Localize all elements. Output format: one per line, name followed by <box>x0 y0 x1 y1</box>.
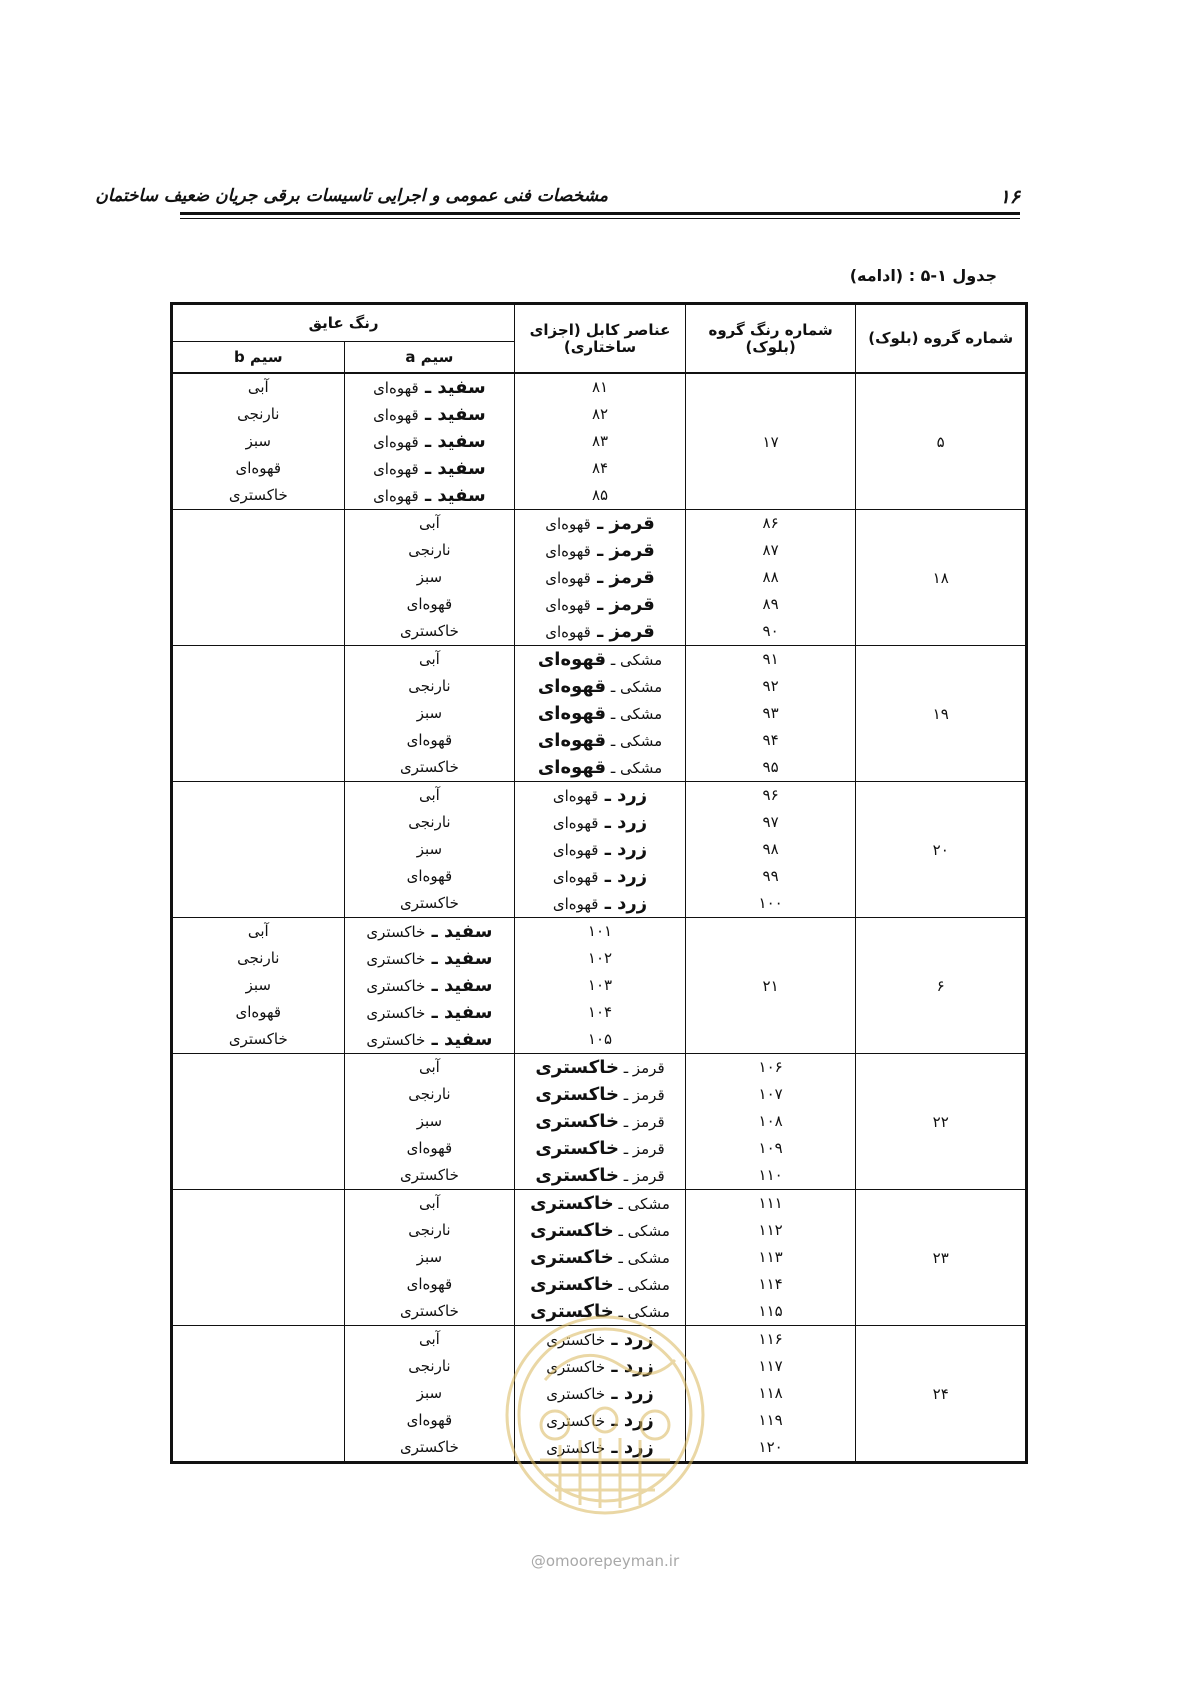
wire-a-sub-color: قهوه‌ای <box>373 406 419 424</box>
wire-b-cell <box>344 1190 515 1326</box>
element-number: ۱۱۳ <box>758 1248 783 1266</box>
wire-a-sub-color: خاکستری <box>535 1138 619 1159</box>
group-number-cell: ۵ <box>856 373 1027 510</box>
wire-a-sub-color: قهوه‌ای <box>552 814 599 832</box>
wire-a-color: قرمز ـ قهوه‌ای <box>545 621 655 642</box>
wire-a-sub-color: قهوه‌ای <box>545 569 591 587</box>
element-number: ۱۱۲ <box>758 1221 783 1239</box>
group-color-cell: ۱۸ <box>856 510 1027 646</box>
header-group-color: شماره رنگ گروه (بلوک) <box>685 304 856 374</box>
wire-a-sub-color: خاکستری <box>366 1004 426 1022</box>
wire-a-main-color: زرد <box>617 866 648 887</box>
wire-b-color: سبز <box>416 840 443 858</box>
table-row <box>172 918 1027 1054</box>
group-color-cell: ۲۳ <box>856 1190 1027 1326</box>
wire-b-color: نارنجی <box>408 813 451 831</box>
wire-a-main-color: زرد <box>623 1410 654 1431</box>
wire-a-sub-color: خاکستری <box>366 923 426 941</box>
wire-b-color: خاکستری <box>399 1302 459 1320</box>
wire-a-cell <box>515 1326 686 1463</box>
wire-a-sub-color: خاکستری <box>546 1331 606 1349</box>
wire-b-color: سبز <box>245 432 271 450</box>
element-number: ۱۰۷ <box>758 1085 783 1103</box>
element-number: ۹۶ <box>762 786 779 804</box>
color-group-block <box>172 510 1027 646</box>
wire-a-sub-color: قهوه‌ای <box>552 868 599 886</box>
wire-a-sub-color: قهوه‌ای <box>537 676 607 697</box>
element-number: ۸۵ <box>591 486 609 504</box>
element-number: ۸۱ <box>591 378 609 396</box>
element-number: ۹۵ <box>762 758 779 776</box>
wire-a-main-color: زرد <box>617 785 648 806</box>
wire-a-color: مشکی ـ خاکستری <box>530 1274 670 1295</box>
element-number: ۹۳ <box>762 704 779 722</box>
wire-a-sub-color: خاکستری <box>546 1358 606 1376</box>
page-number: ۱۶ <box>999 186 1020 208</box>
wire-a-main-color: مشکی <box>620 678 663 696</box>
wire-a-main-color: قرمز <box>632 1140 665 1158</box>
wire-a-color: مشکی ـ خاکستری <box>530 1220 670 1241</box>
wire-a-cell <box>344 373 515 510</box>
wire-a-main-color: مشکی <box>620 732 663 750</box>
wire-b-color: خاکستری <box>399 1166 459 1184</box>
wire-a-color: سفید ـ قهوه‌ای <box>373 458 486 479</box>
wire-a-main-color: مشکی <box>627 1222 670 1240</box>
header-insulation-color: رنگ عایق <box>172 304 515 342</box>
element-number: ۱۰۶ <box>758 1058 783 1076</box>
wire-a-cell <box>515 510 686 646</box>
header-wire-b: سیم b <box>172 342 345 374</box>
cable-elements-cell <box>685 510 856 646</box>
wire-a-sub-color: قهوه‌ای <box>545 596 591 614</box>
header-group-number: شماره گروه (بلوک) <box>856 304 1027 374</box>
table-row <box>172 1326 1027 1463</box>
element-number: ۱۰۸ <box>758 1112 783 1130</box>
wire-a-main-color: مشکی <box>627 1303 670 1321</box>
element-number: ۹۴ <box>762 731 779 749</box>
wire-b-color: قهوه‌ای <box>406 731 453 749</box>
table-row <box>172 1190 1027 1326</box>
element-number: ۹۲ <box>762 677 779 695</box>
element-number: ۱۰۲ <box>587 949 613 967</box>
wire-b-color: آبی <box>247 922 269 940</box>
wire-a-color: سفید ـ خاکستری <box>366 1029 493 1050</box>
wire-a-cell <box>515 1054 686 1190</box>
wire-a-color: قرمز ـ قهوه‌ای <box>545 513 655 534</box>
wire-a-sub-color: قهوه‌ای <box>552 841 599 859</box>
element-number: ۱۱۸ <box>758 1384 783 1402</box>
wire-a-main-color: زرد <box>623 1356 654 1377</box>
wire-a-color: زرد ـ خاکستری <box>546 1356 654 1377</box>
wire-a-sub-color: قهوه‌ای <box>373 433 419 451</box>
wire-a-main-color: سفید <box>437 458 486 479</box>
wire-b-color: خاکستری <box>399 1438 459 1456</box>
wire-a-color: سفید ـ قهوه‌ای <box>373 377 486 398</box>
cable-elements-cell <box>685 646 856 782</box>
element-number: ۱۱۷ <box>758 1357 783 1375</box>
cable-elements-cell <box>685 782 856 918</box>
wire-a-cell <box>515 646 686 782</box>
wire-b-color: آبی <box>418 1330 440 1348</box>
element-number: ۸۹ <box>762 595 779 613</box>
wire-a-color: قرمز ـ خاکستری <box>535 1057 665 1078</box>
wire-a-color: مشکی ـ خاکستری <box>530 1301 670 1322</box>
wire-a-color: زرد ـ قهوه‌ای <box>552 893 648 914</box>
wire-a-color: زرد ـ قهوه‌ای <box>552 785 648 806</box>
wire-b-cell <box>344 1054 515 1190</box>
wire-a-color: مشکی ـ قهوه‌ای <box>537 757 663 778</box>
wire-b-color: قهوه‌ای <box>235 1003 282 1021</box>
wire-a-main-color: قرمز <box>632 1086 665 1104</box>
wire-a-main-color: مشکی <box>627 1195 670 1213</box>
wire-a-sub-color: قهوه‌ای <box>552 895 599 913</box>
wire-b-color: قهوه‌ای <box>406 1139 453 1157</box>
cable-elements-cell <box>685 1326 856 1463</box>
element-number: ۱۱۴ <box>758 1275 783 1293</box>
wire-b-color: آبی <box>418 786 440 804</box>
wire-a-color: قرمز ـ خاکستری <box>535 1138 665 1159</box>
wire-b-color: خاکستری <box>399 758 459 776</box>
wire-a-main-color: قرمز <box>632 1167 665 1185</box>
group-color-cell: ۲۲ <box>856 1054 1027 1190</box>
element-number: ۹۱ <box>762 650 779 668</box>
wire-b-color: خاکستری <box>228 1030 288 1048</box>
wire-b-cell <box>172 373 345 510</box>
wire-b-color: نارنجی <box>408 677 451 695</box>
wire-b-color: سبز <box>416 1112 443 1130</box>
cable-elements-cell <box>685 1190 856 1326</box>
wire-a-color: زرد ـ خاکستری <box>546 1410 654 1431</box>
cable-elements-cell <box>685 1054 856 1190</box>
wire-b-cell <box>344 510 515 646</box>
element-number: ۸۷ <box>762 541 779 559</box>
wire-a-main-color: مشکی <box>627 1249 670 1267</box>
wire-a-sub-color: قهوه‌ای <box>545 623 591 641</box>
wire-a-main-color: زرد <box>623 1437 654 1458</box>
color-group-block <box>172 373 1027 510</box>
wire-a-sub-color: قهوه‌ای <box>545 542 591 560</box>
wire-a-sub-color: خاکستری <box>366 977 426 995</box>
wire-b-color: خاکستری <box>399 894 459 912</box>
color-group-block <box>172 646 1027 782</box>
wire-a-sub-color: خاکستری <box>530 1193 614 1214</box>
wire-a-main-color: زرد <box>617 893 648 914</box>
wire-b-color: سبز <box>416 568 443 586</box>
element-number: ۹۷ <box>762 813 779 831</box>
wire-b-color: خاکستری <box>228 486 288 504</box>
table-row <box>172 373 1027 510</box>
wire-a-sub-color: خاکستری <box>530 1247 614 1268</box>
wire-b-color: نارنجی <box>237 405 280 423</box>
wire-a-color: زرد ـ خاکستری <box>546 1383 654 1404</box>
wire-a-main-color: مشکی <box>627 1276 670 1294</box>
wire-b-color: آبی <box>418 1194 440 1212</box>
table-row <box>172 1054 1027 1190</box>
element-number: ۹۸ <box>762 840 779 858</box>
wire-b-cell <box>172 918 345 1054</box>
wire-a-main-color: زرد <box>623 1329 654 1350</box>
wire-a-main-color: مشکی <box>620 651 663 669</box>
wire-a-main-color: سفید <box>437 431 486 452</box>
cable-elements-cell <box>515 373 686 510</box>
wire-a-main-color: سفید <box>437 404 486 425</box>
wire-b-color: آبی <box>418 1058 440 1076</box>
wire-a-sub-color: خاکستری <box>366 1031 426 1049</box>
wire-b-cell <box>344 1326 515 1463</box>
wire-b-color: قهوه‌ای <box>406 595 453 613</box>
wire-a-sub-color: خاکستری <box>535 1057 619 1078</box>
wire-a-sub-color: خاکستری <box>366 950 426 968</box>
wire-a-main-color: سفید <box>444 921 493 942</box>
wire-a-color: زرد ـ قهوه‌ای <box>552 812 648 833</box>
wire-a-sub-color: قهوه‌ای <box>545 515 591 533</box>
wire-a-main-color: سفید <box>437 377 486 398</box>
wire-a-color: سفید ـ قهوه‌ای <box>373 485 486 506</box>
wire-b-color: نارنجی <box>408 1357 451 1375</box>
color-group-block <box>172 1054 1027 1190</box>
wire-a-main-color: قرمز <box>609 513 655 534</box>
wire-a-main-color: مشکی <box>620 759 663 777</box>
wire-a-sub-color: قهوه‌ای <box>537 649 607 670</box>
wire-a-color: مشکی ـ قهوه‌ای <box>537 649 663 670</box>
color-group-block <box>172 1326 1027 1463</box>
table-row <box>172 510 1027 646</box>
wire-a-sub-color: قهوه‌ای <box>537 703 607 724</box>
header-cable-elements: عناصر کابل (اجزای ساختاری) <box>515 304 686 374</box>
element-number: ۱۱۵ <box>758 1302 783 1320</box>
wire-a-sub-color: قهوه‌ای <box>373 460 419 478</box>
wire-a-main-color: زرد <box>617 812 648 833</box>
wire-a-color: مشکی ـ قهوه‌ای <box>537 730 663 751</box>
wire-b-color: آبی <box>247 378 269 396</box>
wire-b-color: سبز <box>416 1248 443 1266</box>
element-number: ۸۸ <box>762 568 779 586</box>
wire-a-main-color: سفید <box>444 975 493 996</box>
wire-b-color: سبز <box>416 704 443 722</box>
wire-b-color: سبز <box>416 1384 443 1402</box>
wire-a-color: سفید ـ قهوه‌ای <box>373 431 486 452</box>
wire-a-color: قرمز ـ خاکستری <box>535 1084 665 1105</box>
wire-a-sub-color: خاکستری <box>535 1111 619 1132</box>
wire-a-color: سفید ـ خاکستری <box>366 948 493 969</box>
wire-a-main-color: مشکی <box>620 705 663 723</box>
element-number: ۱۰۰ <box>758 894 783 912</box>
element-number: ۱۰۴ <box>587 1003 613 1021</box>
wire-a-sub-color: خاکستری <box>546 1439 606 1457</box>
wire-a-main-color: سفید <box>444 948 493 969</box>
element-number: ۸۴ <box>591 459 609 477</box>
wire-a-main-color: قرمز <box>609 567 655 588</box>
wire-a-sub-color: قهوه‌ای <box>537 757 607 778</box>
wire-b-color: قهوه‌ای <box>406 1411 453 1429</box>
wire-a-color: سفید ـ خاکستری <box>366 975 493 996</box>
element-number: ۸۲ <box>591 405 609 423</box>
wire-b-color: قهوه‌ای <box>406 1275 453 1293</box>
wire-a-color: قرمز ـ خاکستری <box>535 1165 665 1186</box>
group-number-cell: ۶ <box>856 918 1027 1054</box>
wire-a-sub-color: خاکستری <box>535 1084 619 1105</box>
table-row <box>172 782 1027 918</box>
wire-a-sub-color: خاکستری <box>530 1220 614 1241</box>
cable-elements-cell <box>515 918 686 1054</box>
wire-a-color: مشکی ـ خاکستری <box>530 1193 670 1214</box>
wire-a-color: سفید ـ قهوه‌ای <box>373 404 486 425</box>
wire-a-color: زرد ـ خاکستری <box>546 1437 654 1458</box>
group-color-cell: ۱۷ <box>685 373 856 510</box>
wire-a-main-color: سفید <box>444 1029 493 1050</box>
wire-a-color: قرمز ـ خاکستری <box>535 1111 665 1132</box>
element-number: ۱۱۹ <box>758 1411 783 1429</box>
wire-a-main-color: قرمز <box>609 621 655 642</box>
wire-b-color: خاکستری <box>399 622 459 640</box>
wire-a-color: قرمز ـ قهوه‌ای <box>545 540 655 561</box>
wire-b-color: قهوه‌ای <box>235 459 282 477</box>
color-group-block <box>172 782 1027 918</box>
element-number: ۸۳ <box>591 432 609 450</box>
wire-b-cell <box>344 782 515 918</box>
group-color-cell: ۲۰ <box>856 782 1027 918</box>
color-group-block <box>172 1190 1027 1326</box>
wire-a-cell <box>344 918 515 1054</box>
wire-a-color: سفید ـ خاکستری <box>366 921 493 942</box>
wire-a-main-color: قرمز <box>609 540 655 561</box>
running-title: مشخصات فنی عمومی و اجرایی تاسیسات برقی جریان ضعیف ساختمان <box>95 186 608 206</box>
wire-a-main-color: قرمز <box>609 594 655 615</box>
wire-b-color: نارنجی <box>408 1221 451 1239</box>
wire-a-sub-color: خاکستری <box>546 1385 606 1403</box>
wire-a-color: زرد ـ قهوه‌ای <box>552 839 648 860</box>
header-wire-a: سیم a <box>344 342 515 374</box>
wire-a-sub-color: قهوه‌ای <box>537 730 607 751</box>
table-caption: جدول ۱-۵ : (ادامه) <box>849 266 997 285</box>
wire-a-main-color: زرد <box>623 1383 654 1404</box>
wire-a-color: قرمز ـ قهوه‌ای <box>545 594 655 615</box>
watermark-site: @omoorepeyman.ir <box>530 1552 680 1570</box>
wire-b-color: نارنجی <box>408 1085 451 1103</box>
element-number: ۸۶ <box>762 514 779 532</box>
element-number: ۱۰۵ <box>587 1030 613 1048</box>
wire-a-color: زرد ـ خاکستری <box>546 1329 654 1350</box>
group-color-cell: ۱۹ <box>856 646 1027 782</box>
element-number: ۱۲۰ <box>758 1438 783 1456</box>
wire-a-sub-color: خاکستری <box>535 1165 619 1186</box>
wire-a-main-color: زرد <box>617 839 648 860</box>
wire-a-cell <box>515 1190 686 1326</box>
header-rule-thick <box>180 212 1020 215</box>
wire-b-color: نارنجی <box>237 949 280 967</box>
element-number: ۱۱۶ <box>758 1330 783 1348</box>
element-number: ۱۰۹ <box>758 1139 783 1157</box>
wire-a-color: قرمز ـ قهوه‌ای <box>545 567 655 588</box>
element-number: ۹۹ <box>762 867 779 885</box>
wire-a-color: مشکی ـ قهوه‌ای <box>537 703 663 724</box>
wire-b-color: سبز <box>245 976 271 994</box>
wire-a-color: مشکی ـ قهوه‌ای <box>537 676 663 697</box>
element-number: ۱۱۰ <box>758 1166 783 1184</box>
wire-a-sub-color: خاکستری <box>530 1301 614 1322</box>
wire-a-main-color: قرمز <box>632 1059 665 1077</box>
wire-a-color: زرد ـ قهوه‌ای <box>552 866 648 887</box>
element-number: ۹۰ <box>762 622 779 640</box>
wire-a-main-color: سفید <box>444 1002 493 1023</box>
wire-a-sub-color: قهوه‌ای <box>552 787 599 805</box>
wire-a-color: مشکی ـ خاکستری <box>530 1247 670 1268</box>
color-code-table <box>170 302 1028 1464</box>
table-row <box>172 646 1027 782</box>
wire-a-sub-color: خاکستری <box>546 1412 606 1430</box>
wire-b-cell <box>344 646 515 782</box>
wire-b-color: نارنجی <box>408 541 451 559</box>
wire-a-sub-color: قهوه‌ای <box>373 487 419 505</box>
wire-b-color: آبی <box>418 514 440 532</box>
element-number: ۱۰۳ <box>587 976 613 994</box>
wire-a-color: سفید ـ خاکستری <box>366 1002 493 1023</box>
header-rule-thin <box>180 218 1020 219</box>
wire-a-sub-color: قهوه‌ای <box>373 379 419 397</box>
group-color-cell: ۲۴ <box>856 1326 1027 1463</box>
wire-b-color: قهوه‌ای <box>406 867 453 885</box>
element-number: ۱۱۱ <box>758 1194 783 1212</box>
wire-a-cell <box>515 782 686 918</box>
wire-a-main-color: سفید <box>437 485 486 506</box>
wire-b-color: آبی <box>418 650 440 668</box>
color-group-block <box>172 918 1027 1054</box>
wire-a-sub-color: خاکستری <box>530 1274 614 1295</box>
wire-a-main-color: قرمز <box>632 1113 665 1131</box>
group-color-cell: ۲۱ <box>685 918 856 1054</box>
element-number: ۱۰۱ <box>587 922 613 940</box>
